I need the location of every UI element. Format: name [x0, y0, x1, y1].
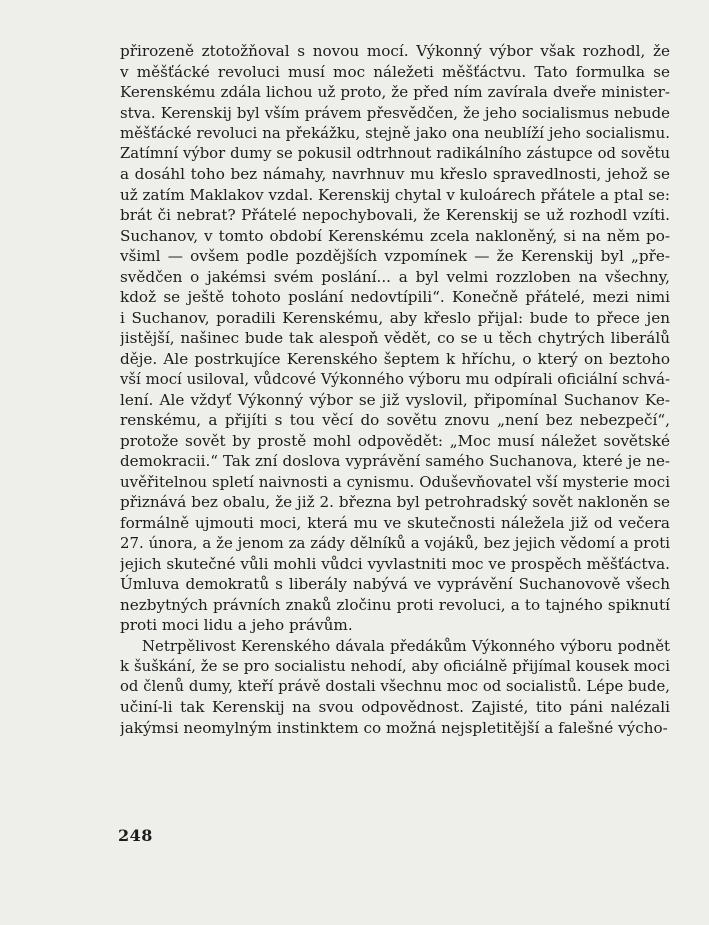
text-line: i Suchanov, poradili Kerenskému, aby křeslo přijal: bude to přece jen [120, 308, 670, 327]
text-line: uvěřitelnou spletí naivnosti a cynismu. Oduševňovatel vší mysterie moci [120, 472, 670, 491]
text-line: protože sovět by prostě mohl odpovědět: „Moc musí náležet sovětské [120, 431, 670, 450]
text-line: jakýmsi neomylným instinktem co možná nejspletitější a falešné výcho- [120, 718, 668, 737]
text-line: už zatím Maklakov vzdal. Kerenskij chytal v kuloárech přátele a ptal se: [120, 185, 670, 204]
text-line: 27. února, a že jenom za zády dělníků a vojáků, bez jejich vědomí a proti [120, 534, 670, 552]
text-line: přirozeně ztotožňoval s novou mocí. Výkonný výbor však rozhodl, že [120, 42, 670, 60]
text-line: renskému, a přijíti s tou věcí do sovětu znovu „není bez nebezpečí“, [120, 411, 670, 429]
text-line: nezbytných právních znaků zločinu proti revoluci, a to tajného spiknutí [120, 595, 670, 614]
text-line: Zatímní výbor dumy se pokusil odtrhnout radikálního zástupce od sovětu [120, 144, 670, 162]
text-line: Kerenskému zdála lichou už proto, že před ním zavírala dveře minister- [120, 83, 670, 101]
text-line: vší mocí usiloval, vůdcové Výkonného výboru mu odpírali oficiální schvá- [120, 370, 670, 388]
text-line: formálně ujmouti moci, která mu ve skutečnosti náležela již od večera [120, 513, 670, 532]
text-line: Netrpělivost Kerenského dávala předákům Výkonného výboru podnět [142, 636, 670, 655]
text-line: od členů dumy, kteří právě dostali všechnu moc od socialistů. Lépe bude, [120, 677, 670, 695]
text-line: k šuškání, že se pro socialistu nehodí, aby oficiálně přijímal kousek moci [120, 657, 670, 675]
page-number: 248 [118, 826, 153, 845]
text-line: přiznává bez obalu, že již 2. března byl petrohradský sovět nakloněn se [120, 493, 670, 511]
text-line: brát či nebrat? Přátelé nepochybovali, že Kerenskij se už rozhodl vzíti. [120, 206, 670, 224]
text-line: jistější, našinec bude tak alespoň vědět, co se u těch chytrých liberálů [120, 329, 670, 347]
text-line: demokracii.“ Tak zní doslova vyprávění samého Suchanova, které je ne- [120, 452, 670, 470]
text-line: lení. Ale vždyť Výkonný výbor se již vyslovil, připomínal Suchanov Ke- [120, 390, 670, 409]
text-line: měšťácké revoluci na překážku, stejně jako ona neublíží jeho socialismu. [120, 124, 670, 142]
text-line: učiní-li tak Kerenskij na svou odpovědnost. Zajisté, tito páni nalézali [120, 698, 670, 716]
text-line: děje. Ale postrkujíce Kerenského šeptem k hříchu, o který on beztoho [120, 349, 670, 368]
text-line: kdož se ještě tohoto poslání nedovtípili“. Konečně přátelé, mezi nimi [120, 288, 670, 306]
text-line: v měšťácké revoluci musí moc náležeti měšťáctvu. Tato formulka se [120, 62, 670, 81]
text-line: svědčen o jakémsi svém poslání... a byl velmi rozzloben na všechny, [120, 267, 670, 286]
text-line: stva. Kerenskij byl vším právem přesvědčen, že jeho socialismus nebude [120, 103, 670, 122]
text-line: všiml — ovšem podle pozdějších vzpomínek — že Kerenskij byl „pře- [120, 247, 670, 265]
text-line: proti moci lidu a jeho právům. [120, 616, 353, 634]
text-line: a dosáhl toho bez námahy, navrhnuv mu křeslo spravedlnosti, jehož se [120, 165, 670, 183]
body-text [120, 41, 670, 738]
text-line: jejich skutečné vůli mohli vůdci vyvlastniti moc ve prospěch měšťáctva. [120, 554, 670, 573]
text-line: Suchanov, v tomto období Kerenskému zcela nakloněný, si na něm po- [120, 226, 670, 245]
text-line: Úmluva demokratů s liberály nabývá ve vyprávění Suchanovově všech [120, 575, 670, 593]
